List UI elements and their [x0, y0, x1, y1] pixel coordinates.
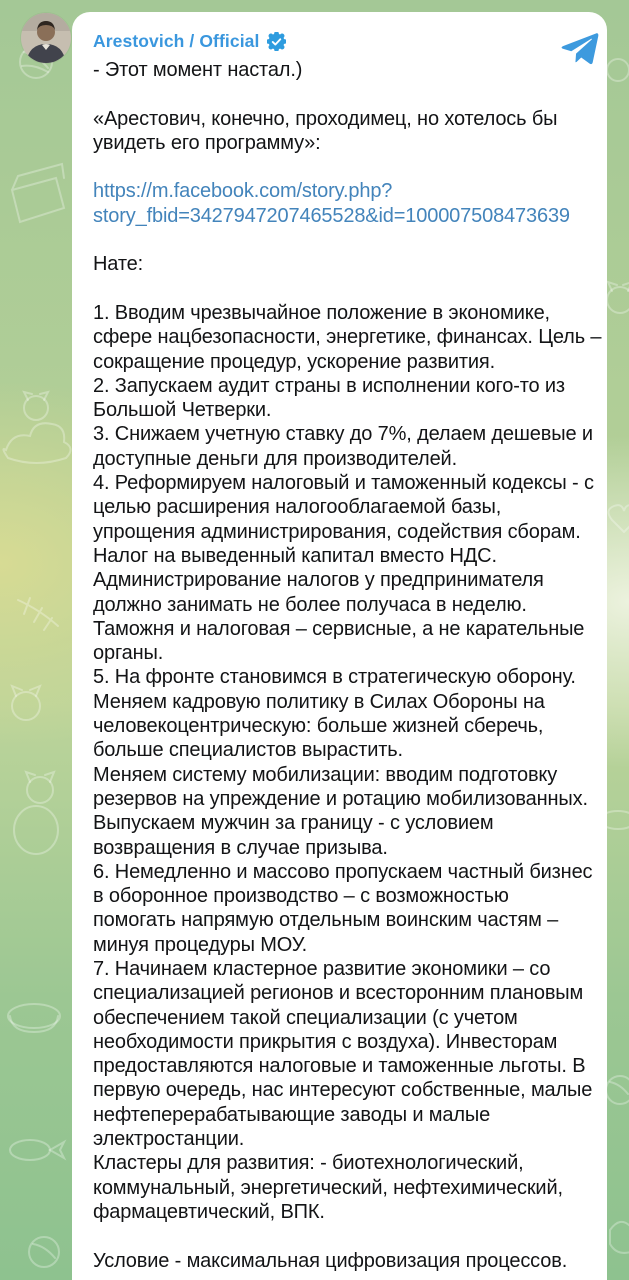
message-line: Меняем систему мобилизации: вводим подготовку: [93, 763, 558, 786]
message-line: увидеть его программу»:: [93, 131, 321, 154]
message-line: «Арестович, конечно, проходимец, но хотелось бы: [93, 107, 558, 130]
message-line: в оборонное производство – с возможностью: [93, 885, 509, 908]
message-line: нефтеперерабатывающие заводы и малые: [93, 1103, 491, 1126]
message-text: [93, 58, 602, 1273]
message-line: Меняем кадровую политику в Силах Обороны на: [93, 690, 545, 713]
message-line: [93, 1224, 599, 1248]
message-line: [93, 228, 599, 252]
message-line: должно занимать не более получаса в неделю.: [93, 593, 527, 616]
message-line: минуя процедуры МОУ.: [93, 933, 308, 956]
message-line: упрощения администрирования, содействия сборам.: [93, 520, 581, 543]
message-line: Нате:: [93, 253, 143, 276]
message-line: 1. Вводим чрезвычайное положение в экономике,: [93, 301, 550, 324]
message-line: [93, 277, 599, 301]
message-line: органы.: [93, 642, 164, 665]
doodle-box-icon: [12, 164, 64, 222]
message-line: целью расширения налогооблагаемой базы,: [93, 496, 502, 519]
message-line: человекоцентрическую: больше жизней сберечь,: [93, 715, 544, 738]
doodle-cat-face-icon: [12, 686, 40, 720]
message-line: 4. Реформируем налоговый и таможенный кодексы - с: [93, 472, 594, 495]
message-line: - Этот момент настал.): [93, 59, 303, 81]
message-link-line[interactable]: story_fbid=3427947207465528&id=100007508473639: [93, 204, 570, 227]
message-line: доступные деньги для производителей.: [93, 447, 457, 470]
message-line: помогать напрямую отдельным воинским частям –: [93, 909, 559, 932]
message-line: Большой Четверки.: [93, 399, 272, 422]
message-line: [93, 155, 599, 179]
message-line: резервов на упреждение и ротацию мобилизованных.: [93, 787, 588, 810]
message-line: специализацией регионов и всесторонним плановым: [93, 982, 584, 1005]
message-line: Таможня и налоговая – сервисные, а не карательные: [93, 617, 585, 640]
doodle-heart-icon: [608, 505, 629, 532]
verified-badge-icon: [267, 32, 286, 51]
message-line: 2. Запускаем аудит страны в исполнении кого-то из: [93, 374, 565, 397]
message-line: предоставляются налоговые и таможенные льготы. В: [93, 1055, 586, 1078]
message-bubble: [72, 12, 607, 1280]
message-line: 6. Немедленно и массово пропускаем частный бизнес: [93, 860, 593, 883]
message-line: фармацевтический, ВПК.: [93, 1200, 325, 1223]
message-line: Администрирование налогов у предпринимателя: [93, 569, 544, 592]
message-line: сфере нацбезопасности, энергетике, финансах. Цель –: [93, 326, 602, 349]
message-line: возвращения в случае призыва.: [93, 836, 388, 859]
message-line: 7. Начинаем кластерное развитие экономики – со: [93, 957, 551, 980]
message-line: [93, 82, 599, 106]
message-line: коммунальный, энергетический, нефтехимический,: [93, 1176, 563, 1199]
message-line: больше специалистов вырастить.: [93, 739, 403, 762]
message-line: Выпускаем мужчин за границу - с условием: [93, 812, 494, 835]
doodle-fishbone-icon: [18, 598, 58, 630]
message-link-line[interactable]: https://m.facebook.com/story.php?: [93, 180, 393, 203]
message-line: Налог на выведенный капитал вместо НДС.: [93, 544, 497, 567]
avatar-photo-icon: [21, 13, 71, 63]
doodle-yarn2-icon: [29, 1237, 59, 1267]
message-line: Кластеры для развития: - биотехнологический,: [93, 1152, 524, 1175]
channel-name[interactable]: Arestovich / Official: [93, 31, 260, 51]
message-line: Условие - максимальная цифровизация процессов.: [93, 1249, 568, 1272]
doodle-fish-icon: [10, 1140, 64, 1160]
message-line: 5. На фронте становимся в стратегическую оборону.: [93, 666, 576, 689]
doodle-bowl-icon: [8, 1004, 60, 1032]
channel-header: [93, 29, 286, 53]
doodle-dog-icon: [610, 1216, 629, 1253]
message-line: электростанции.: [93, 1128, 245, 1151]
message-line: первую очередь, нас интересуют собственные, малые: [93, 1079, 593, 1102]
doodle-sitting-cat-icon: [14, 772, 58, 854]
message-line: обеспечением такой специализации (с учетом: [93, 1006, 518, 1029]
message-line: 3. Снижаем учетную ставку до 7%, делаем дешевые и: [93, 423, 593, 446]
doodle-circle-icon: [607, 59, 629, 81]
message-line: необходимости прикрытия с воздуха). Инвесторам: [93, 1030, 558, 1053]
channel-avatar[interactable]: [21, 13, 71, 63]
doodle-cat2-icon: [607, 282, 629, 313]
doodle-yarn3-icon: [606, 1076, 629, 1104]
doodle-cloud-cat-icon: [3, 392, 70, 463]
message-line: сокращение процедур, ускорение развития.: [93, 350, 495, 373]
